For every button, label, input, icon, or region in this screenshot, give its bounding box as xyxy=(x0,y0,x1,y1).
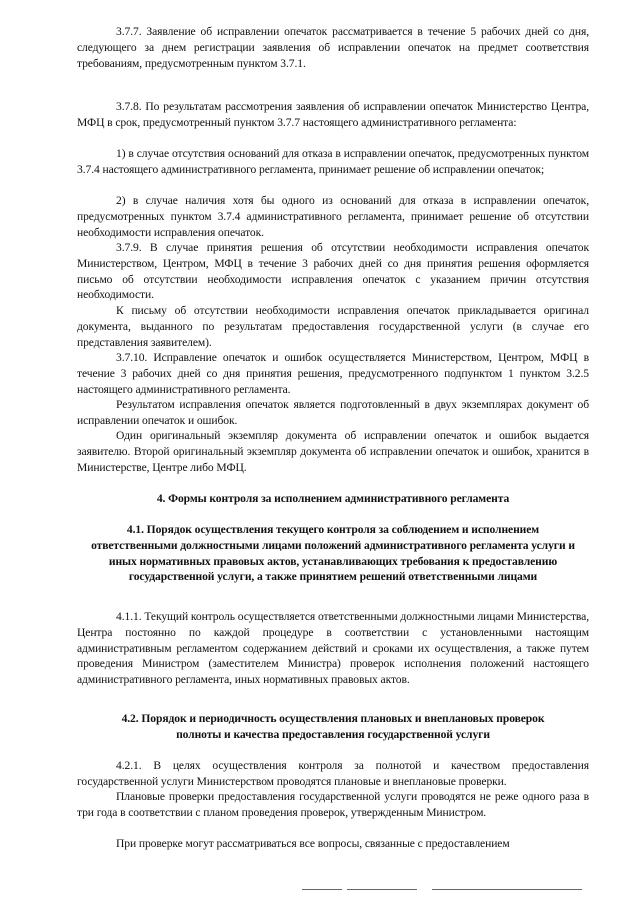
paragraph-letter: К письму об отсутствии необходимости исправления опечаток прикладывается оригинал документа, выданного по результатам предоставления государственной услуги (в случае его представления заявителем). xyxy=(77,304,589,349)
footer-rule-middle xyxy=(347,889,417,890)
paragraph-3-7-9: 3.7.9. В случае принятия решения об отсутствии необходимости исправления опечаток Министерством, Центром, МФЦ в течение 3 рабочих дней со дня принятия решения оформляется письмо об отсутствии необходимости исправления опечаток с указанием причин отсутствия необходимости. xyxy=(77,241,589,302)
paragraph-check: При проверке могут рассматриваться все вопросы, связанные с предоставлением xyxy=(116,837,510,850)
paragraph-4-1-1: 4.1.1. Текущий контроль осуществляется ответственными должностными лицами Министерства, Центра постоянно по каждой процедуре в соответствии с установленными настоящим административным регламентом содержанием действий и сроками их осуществления, а также путем проведения Министром (заместителем Министра) проверок исполнения положений настоящего административного регламента, иных нормативных правовых актов. xyxy=(77,610,589,687)
paragraph-result: Результатом исправления опечаток является подготовленный в двух экземплярах документ об исправлении опечаток и ошибок. xyxy=(77,398,589,427)
footer-rule-left xyxy=(302,889,342,890)
footer-rule-right xyxy=(432,889,582,890)
section-4-1-heading: 4.1. Порядок осуществления текущего контроля за соблюдением и исполнением ответственными должностными лицами положений административного регламента услуги и иных нормативных правовых актов, устанавливающих требования к предоставлению государственной услуги, а также принятием решений ответственными лицами xyxy=(91,523,575,584)
paragraph-3-7-7: 3.7.7. Заявление об исправлении опечаток рассматривается в течение 5 рабочих дней со дня, следующего за днем регистрации заявления об исправлении опечаток на предмет соответствия требованиям, предусмотренным пунктом 3.7.1. xyxy=(77,25,589,70)
paragraph-original: Один оригинальный экземпляр документа об исправлении опечаток и ошибок выдается заявителю. Второй оригинальный экземпляр документа об исправлении опечаток и ошибок, хранится в Министерстве, Центре либо МФЦ. xyxy=(77,429,589,474)
paragraph-item-1: 1) в случае отсутствия оснований для отказа в исправлении опечаток, предусмотренных пунктом 3.7.4 настоящего административного регламента, принимает решение об исправлении опечаток; xyxy=(77,147,589,176)
paragraph-4-2-1: 4.2.1. В целях осуществления контроля за полнотой и качеством предоставления государственной услуги Министерством проводятся плановые и внеплановые проверки. xyxy=(77,759,589,788)
paragraph-3-7-8: 3.7.8. По результатам рассмотрения заявления об исправлении опечаток Министерство Центра, МФЦ в срок, предусмотренный пунктом 3.7.7 настоящего административного регламента: xyxy=(77,100,589,129)
section-4-heading: 4. Формы контроля за исполнением административного регламента xyxy=(156,492,510,505)
paragraph-item-2: 2) в случае наличия хотя бы одного из оснований для отказа в исправлении опечаток, предусмотренных пунктом 3.7.4 административного регламента, принимает решение об отсутствии необходимости исправления опечаток. xyxy=(77,194,589,239)
section-4-2-heading: 4.2. Порядок и периодичность осуществления плановых и внеплановых проверок полноты и качества предоставления государственной услуги xyxy=(121,712,545,741)
paragraph-3-7-10: 3.7.10. Исправление опечаток и ошибок осуществляется Министерством, Центром, МФЦ в течение 3 рабочих дней со дня принятия решения, предусмотренного подпунктом 1 пунктом 3.2.5 настоящего административного регламента. xyxy=(77,351,589,396)
paragraph-planned: Плановые проверки предоставления государственной услуги проводятся не реже одного раза в три года в соответствии с планом проведения проверок, утвержденным Министром. xyxy=(77,790,589,819)
